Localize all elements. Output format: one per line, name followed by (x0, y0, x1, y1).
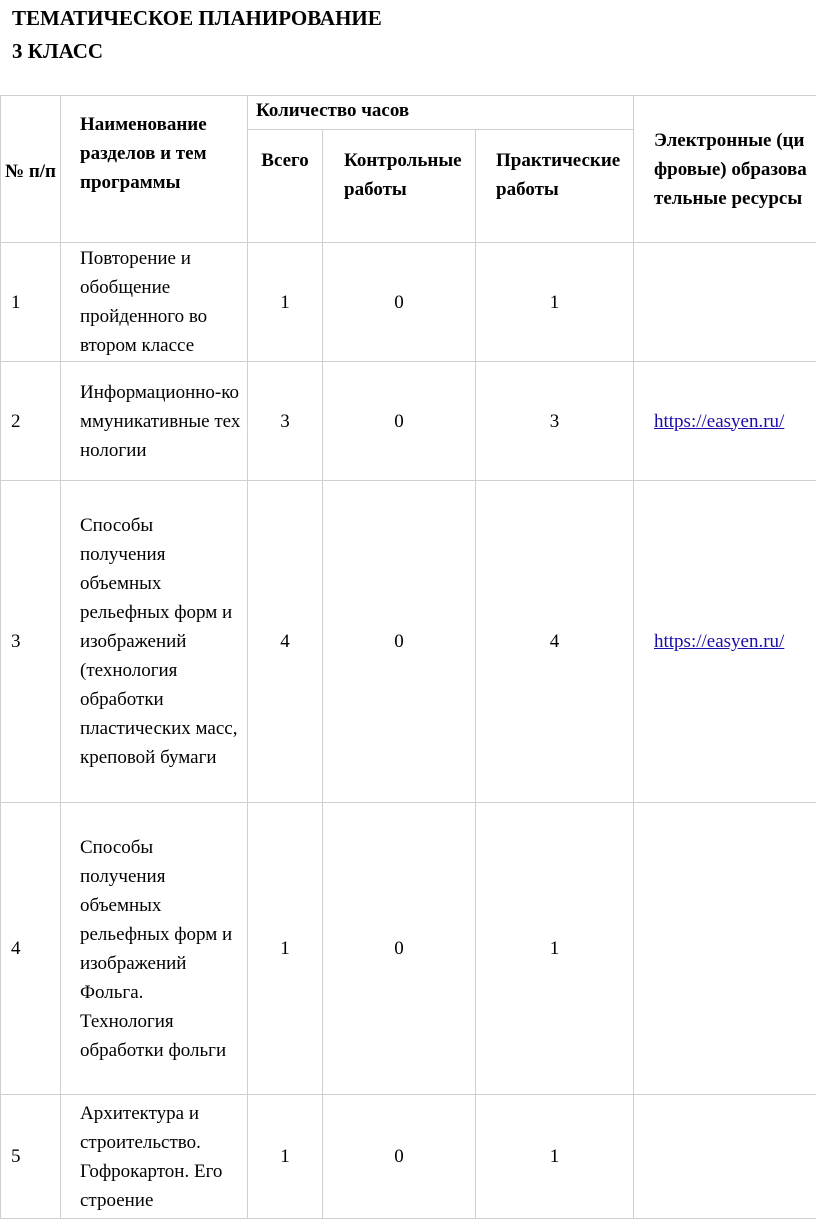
header-total: Всего (248, 130, 323, 243)
row-resource (634, 362, 816, 481)
row-name: Способы получения объемных рельефных форм и изображений (технология обработки пластических масс, креповой бумаги (61, 481, 248, 803)
row-total: 1 (248, 243, 323, 362)
row-num: 4 (1, 803, 61, 1095)
row-practical: 1 (476, 803, 634, 1095)
row-control: 0 (323, 1095, 476, 1219)
header-control: Контрольные работы (323, 130, 476, 243)
header-num: № п/п (1, 96, 61, 243)
row-practical: 1 (476, 1095, 634, 1219)
row-practical: 4 (476, 481, 634, 803)
resource-link[interactable]: https://easyen.ru/ (654, 411, 784, 432)
row-control: 0 (323, 481, 476, 803)
row-control: 0 (323, 362, 476, 481)
resource-link[interactable]: https://easyen.ru/ (654, 631, 784, 652)
row-control: 0 (323, 803, 476, 1095)
row-name: Повторение и обобщение пройденного во втором классе (61, 243, 248, 362)
table-row (1, 362, 816, 481)
table-row (1, 1095, 816, 1219)
thematic-plan-table (0, 95, 816, 1219)
row-resource (634, 243, 816, 362)
row-total: 1 (248, 803, 323, 1095)
row-num: 1 (1, 243, 61, 362)
row-practical: 1 (476, 243, 634, 362)
header-practical: Практические работы (476, 130, 634, 243)
row-name: Архитектура и строительство. Гофрокартон. Его строение (61, 1095, 248, 1219)
row-total: 4 (248, 481, 323, 803)
table-row (1, 803, 816, 1095)
title-line-1: ТЕМАТИЧЕСКОЕ ПЛАНИРОВАНИЕ (12, 2, 382, 35)
row-total: 1 (248, 1095, 323, 1219)
header-hours: Количество часов (248, 96, 634, 130)
row-total: 3 (248, 362, 323, 481)
header-resources: Электронные (цифровые) образовательные ресурсы (634, 96, 816, 243)
row-resource (634, 1095, 816, 1219)
header-name: Наименование разделов и тем программы (61, 96, 248, 243)
title-line-2: 3 КЛАСС (12, 35, 382, 68)
row-num: 2 (1, 362, 61, 481)
row-name: Информационно-коммуникативные технологии (61, 362, 248, 481)
row-resource (634, 803, 816, 1095)
row-control: 0 (323, 243, 476, 362)
table-row (1, 243, 816, 362)
row-practical: 3 (476, 362, 634, 481)
row-num: 3 (1, 481, 61, 803)
row-resource (634, 481, 816, 803)
table-row (1, 481, 816, 803)
page-title (12, 2, 382, 68)
row-num: 5 (1, 1095, 61, 1219)
row-name: Способы получения объемных рельефных форм и изображений Фольга. Технология обработки фольги (61, 803, 248, 1095)
